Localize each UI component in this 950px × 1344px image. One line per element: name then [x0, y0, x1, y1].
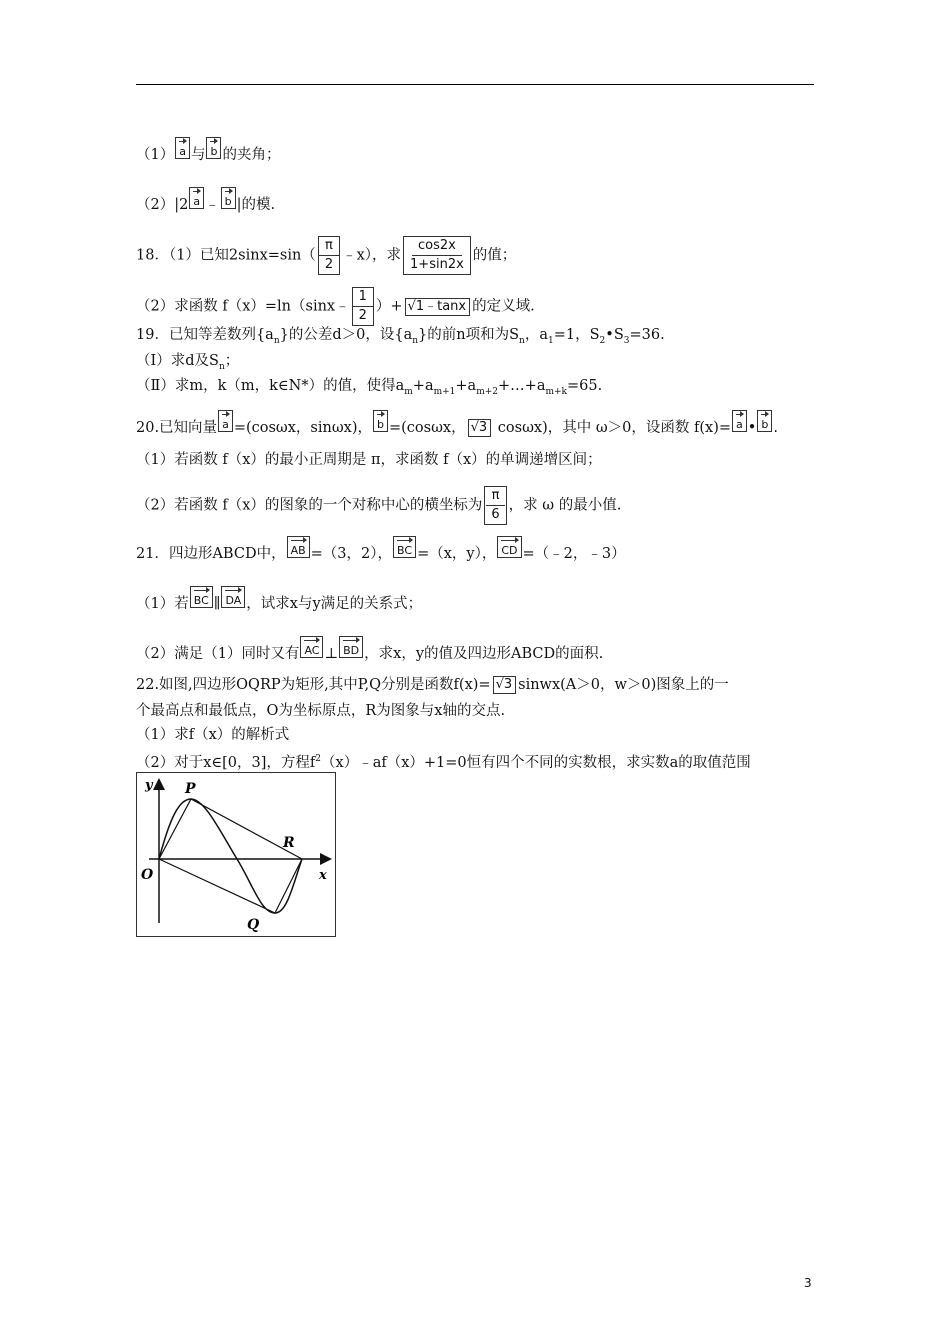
text: 的值； — [472, 247, 517, 264]
text: |的模. — [236, 197, 276, 213]
text: 21．四边形ABCD中， — [136, 546, 286, 562]
denominator: 2 — [358, 308, 367, 323]
vector-b: b — [221, 187, 236, 209]
y-label: y — [145, 778, 153, 793]
sqrt-3: √3 — [493, 676, 517, 694]
q18-line1 — [136, 236, 516, 275]
vector-a: a — [175, 137, 190, 159]
vector-ac: AC — [300, 636, 323, 658]
text: . — [773, 420, 778, 436]
header-rule — [136, 84, 814, 85]
text: =(cosωx， — [388, 420, 466, 436]
text: =36. — [629, 327, 665, 343]
vector-b: b — [206, 137, 221, 159]
subscript: m+k — [545, 386, 567, 397]
subscript: n — [412, 335, 419, 346]
vector-bc: BC — [190, 586, 213, 608]
text: 的夹角； — [222, 147, 281, 163]
text: ∥ — [213, 596, 221, 612]
subscript: n — [273, 335, 280, 346]
fraction-pi-over-6 — [484, 486, 506, 525]
p-label: P — [185, 781, 196, 797]
sine-curve — [159, 799, 302, 913]
text: 的定义域. — [472, 298, 535, 315]
subscript: n — [519, 335, 525, 346]
denominator: 1+sin2x — [410, 257, 464, 272]
text: =(cosωx，sinωx)， — [233, 420, 372, 436]
rectangle-oqrp — [159, 799, 302, 913]
text: sinwx(A＞0，w＞0)图象上的一 — [518, 677, 729, 693]
text: =（x，y）， — [417, 546, 497, 562]
text: 22.如图,四边形OQRP为矩形,其中P,Q分别是函数f(x)= — [136, 677, 491, 693]
graph-svg — [137, 773, 335, 936]
text: ，求x，y的值及四边形ABCD的面积. — [364, 646, 604, 662]
q19-line3 — [136, 375, 602, 403]
vector-ab: AB — [287, 536, 310, 558]
vector-cd: CD — [497, 536, 521, 558]
text: =1，S — [553, 327, 600, 343]
text: =（﹣2，﹣3） — [522, 546, 626, 562]
denominator: 2 — [324, 257, 334, 272]
vector-a: a — [732, 410, 747, 432]
q21-line3 — [136, 636, 603, 665]
text: 与 — [190, 147, 206, 163]
vector-da: DA — [221, 586, 245, 608]
subscript: m — [404, 386, 413, 397]
text: =（3，2）， — [310, 546, 393, 562]
radicand: 3 — [503, 677, 513, 692]
subscript: 2 — [599, 335, 606, 346]
vector-bd: BD — [339, 636, 363, 658]
subscript: m+1 — [433, 386, 456, 397]
text: +…+a — [498, 378, 546, 394]
q21-line1 — [136, 536, 626, 565]
text: +a — [455, 378, 477, 394]
fraction-one-half — [352, 287, 374, 326]
text: （2）满足（1）同时又有 — [136, 646, 300, 662]
superscript: 2 — [315, 754, 322, 764]
q21-line2 — [136, 586, 422, 615]
text: （1） — [136, 147, 175, 163]
sqrt-3: √3 — [468, 419, 492, 437]
text: +a — [412, 378, 434, 394]
text: （1）若 — [136, 596, 189, 612]
text: }的公差d＞0，设{a — [279, 327, 413, 343]
text: cosωx)，其中 ω＞0，设函数 f(x)= — [493, 420, 732, 436]
vector-bc: BC — [393, 536, 416, 558]
text: 18．（1）已知2sinx=sin（ — [136, 247, 316, 264]
page-number: 3 — [804, 1276, 812, 1290]
q20-line1 — [136, 410, 778, 439]
x-label: x — [319, 868, 327, 883]
text: ﹣ — [205, 197, 220, 213]
text: （Ⅰ）求d及S — [136, 353, 219, 369]
text: ﹣x），求 — [342, 247, 402, 264]
subscript: m+2 — [476, 386, 499, 397]
fraction-pi-over-2 — [318, 236, 340, 275]
q22-line4 — [136, 748, 751, 774]
o-label: O — [141, 867, 154, 883]
numerator: 1 — [353, 288, 373, 307]
q22-line1 — [136, 674, 729, 696]
text: （2）|2 — [136, 197, 189, 213]
r-label: R — [283, 835, 295, 851]
q17-part2 — [136, 187, 275, 216]
fraction-cos2x — [403, 236, 471, 275]
subscript: n — [218, 361, 225, 372]
text: ，求 ω 的最小值. — [508, 497, 622, 514]
q22-line2: 个最高点和最低点，O为坐标原点，R为图象与x轴的交点. — [136, 703, 506, 719]
text: （2）求函数 f（x）=ln（sinx﹣ — [136, 298, 350, 315]
text: • — [747, 420, 757, 436]
vector-a: a — [189, 187, 204, 209]
q19-line1 — [136, 324, 665, 352]
text: ； — [224, 353, 240, 369]
vector-b: b — [373, 410, 388, 432]
text: ⊥ — [324, 646, 339, 662]
sqrt-expression: √1﹣tanx — [405, 298, 471, 316]
text: （Ⅱ）求m，k（m，k∈N*）的值，使得a — [136, 378, 405, 394]
q-label: Q — [247, 917, 260, 933]
q20-line3 — [136, 486, 621, 525]
subscript: 3 — [623, 335, 630, 346]
q19-line2 — [136, 350, 239, 378]
graph-figure — [136, 772, 336, 937]
text: （2）对于x∈[0，3]，方程f — [136, 754, 316, 771]
text: ）+ — [375, 298, 403, 315]
text: （2）若函数 f（x）的图象的一个对称中心的横坐标为 — [136, 497, 483, 514]
q18-line2 — [136, 287, 535, 326]
text: 20.已知向量 — [136, 420, 218, 436]
vector-b: b — [757, 410, 772, 432]
q17-part1 — [136, 137, 280, 166]
text: 19．已知等差数列{a — [136, 327, 274, 343]
q20-line2: （1）若函数 f（x）的最小正周期是 π，求函数 f（x）的单调递增区间； — [136, 452, 602, 468]
vector-a: a — [218, 410, 233, 432]
numerator: π — [319, 237, 339, 256]
numerator: π — [486, 487, 506, 506]
text: ，a — [524, 327, 548, 343]
radicand: 3 — [478, 420, 488, 435]
text: ，试求x与y满足的关系式； — [246, 596, 423, 612]
denominator: 6 — [491, 507, 500, 522]
subscript: 1 — [547, 335, 554, 346]
text: }的前n项和为S — [418, 327, 520, 343]
radicand: 1﹣tanx — [415, 298, 467, 314]
text: •S — [605, 327, 624, 343]
text: =65. — [567, 378, 603, 394]
q22-line3: （1）求f（x）的解析式 — [136, 727, 290, 743]
text: （x）﹣af（x）+1=0恒有四个不同的实数根，求实数a的取值范围 — [321, 754, 751, 771]
numerator: cos2x — [412, 237, 462, 256]
